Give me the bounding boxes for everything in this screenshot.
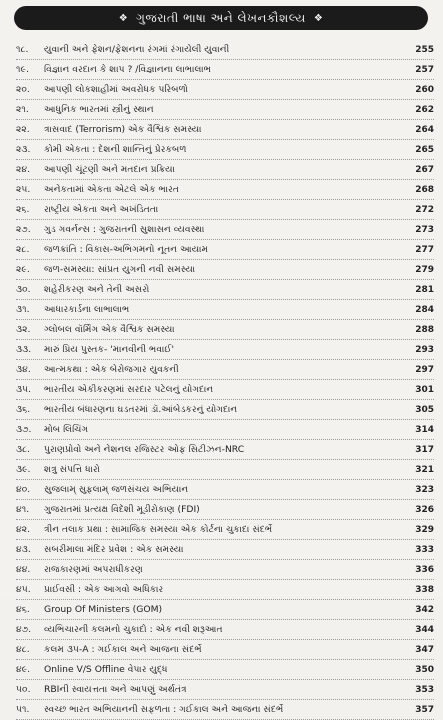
chapter-title: જળ-સમસ્યા: સાંપ્રત યુગની નવી સમસ્યા — [44, 264, 196, 275]
toc-row — [16, 460, 434, 480]
chapter-title: પુરાણપ્રોવો અને નેશનલ રજિસ્ટર ઓફ સિટીઝન-NRC — [44, 444, 245, 455]
page-number: 347 — [415, 644, 434, 655]
page-number: 279 — [415, 264, 434, 275]
page-number: 301 — [415, 384, 434, 395]
chapter-number: ૧૮. — [16, 44, 29, 55]
toc-row — [16, 120, 434, 140]
chapter-number: ૨૪. — [16, 164, 31, 175]
chapter-title: વ્યભિચારની કલમનો ચુકાદો : એક નવી શરૂઆત — [44, 624, 223, 635]
toc-row — [16, 40, 434, 60]
chapter-number: ૪૮. — [16, 644, 30, 655]
chapter-number: ૨૦. — [16, 84, 30, 95]
toc-row — [16, 360, 434, 380]
toc-row — [16, 660, 434, 680]
ornament-right-icon: ❖ — [313, 12, 324, 24]
toc-row — [16, 700, 434, 720]
chapter-number: ૨૯. — [16, 264, 30, 275]
toc-row — [16, 440, 434, 460]
chapter-title: ગુજરાતમાં પ્રત્યક્ષ વિદેશી મૂડીરોકાણ (FDI) — [44, 504, 200, 515]
chapter-number: ૩૨. — [16, 324, 31, 335]
page-number: 353 — [415, 684, 434, 695]
book-title: ગુજરાતી ભાષા અને લેખનકૌશલ્ય — [136, 10, 306, 25]
toc-row — [16, 540, 434, 560]
page-number: 284 — [415, 304, 434, 315]
toc-row — [16, 600, 434, 620]
page-number: 323 — [415, 484, 434, 495]
chapter-number: ૩૬. — [16, 404, 31, 415]
page-number: 267 — [415, 164, 434, 175]
page-header — [14, 6, 428, 30]
toc-row — [16, 680, 434, 700]
page-number: 264 — [415, 124, 434, 135]
page-number: 273 — [415, 224, 434, 235]
chapter-title: અનેકતામાં એકતા એટલે એક ભારત — [44, 184, 179, 195]
chapter-title: જળક્રાંતિ : વિકાસ-અભિગમનો નૂતન આયામ — [44, 244, 209, 255]
chapter-title: ત્રાસવાદ (Terrorism) એક વૈશ્વિક સમસ્યા — [44, 124, 202, 135]
page-number: 317 — [415, 444, 434, 455]
chapter-title: ભારતીય બંધારણના ઘડતરમાં ડૉ.આંબેડકરનું યોગદાન — [44, 404, 238, 415]
page-number: 342 — [415, 604, 434, 615]
toc-row — [16, 480, 434, 500]
chapter-title: સુજલામ્ સુફલામ્ જળસંચય અભિયાન — [44, 484, 189, 495]
page-number: 338 — [415, 584, 434, 595]
page-number: 350 — [415, 664, 434, 675]
page-number: 257 — [415, 64, 434, 75]
chapter-number: ૨૭. — [16, 224, 31, 235]
page-number: 321 — [415, 464, 434, 475]
chapter-title: વિજ્ઞાન વરદાન કે શાપ ? /વિજ્ઞાનના લાભાલાભ — [44, 64, 212, 75]
chapter-title: સ્વચ્છ ભારત અભિયાનની સફળતા : ગઈકાલ અને આજના સંદર્ભે — [44, 704, 284, 715]
toc-row — [16, 340, 434, 360]
chapter-number: ૪૪. — [16, 564, 31, 575]
toc-row — [16, 400, 434, 420]
page-number: 268 — [415, 184, 434, 195]
chapter-number: ૫૦. — [16, 684, 31, 695]
page-number: 281 — [415, 284, 434, 295]
chapter-number: ૨૨. — [16, 124, 30, 135]
chapter-title: ભારતીય એકીકરણમાં સરદાર પટેલનું યોગદાન — [44, 384, 214, 395]
chapter-number: ૪૧. — [16, 504, 30, 515]
toc-row — [16, 240, 434, 260]
toc-row — [16, 640, 434, 660]
chapter-title: પ્રાઈવસી : એક આગવો અધિકાર — [44, 584, 164, 595]
toc-row — [16, 620, 434, 640]
toc-row — [16, 160, 434, 180]
chapter-number: ૫૧. — [16, 704, 30, 715]
chapter-number: ૩૩. — [16, 344, 32, 355]
chapter-number: ૨૧. — [16, 104, 29, 115]
chapter-number: ૩૭. — [16, 424, 32, 435]
toc-row — [16, 500, 434, 520]
chapter-title: યુવાની અને ફેશન/ફેશનના રંગમાં રંગાયેલી યુવાની — [44, 44, 230, 55]
page-number: 314 — [415, 424, 434, 435]
page-number: 297 — [415, 364, 434, 375]
toc-row — [16, 260, 434, 280]
chapter-number: ૧૯. — [16, 64, 29, 75]
page-number: 305 — [415, 404, 434, 415]
chapter-number: ૩૮. — [16, 444, 31, 455]
ornament-left-icon: ❖ — [118, 12, 129, 24]
chapter-title: મારું પ્રિય પુસ્તક- 'માનવીની ભવાઈ' — [44, 344, 174, 355]
toc-row — [16, 280, 434, 300]
toc-row — [16, 140, 434, 160]
chapter-title: આધુનિક ભારતમાં સ્ત્રીનું સ્થાન — [44, 104, 154, 115]
page-number: 277 — [415, 244, 434, 255]
toc-row — [16, 80, 434, 100]
toc-row — [16, 580, 434, 600]
chapter-title: ગુડ ગવર્નન્સ : ગુજરાતની સુશાસન વ્યવસ્થા — [44, 224, 205, 235]
page-number: 288 — [415, 324, 434, 335]
toc-row — [16, 200, 434, 220]
chapter-number: ૨૬. — [16, 204, 30, 215]
chapter-title: મોબ લિંચિંગ — [44, 424, 89, 435]
chapter-title: RBIની સ્વાયત્તતા અને આપણું અર્થતંત્ર — [44, 684, 187, 695]
toc-row — [16, 520, 434, 540]
page-number: 333 — [415, 544, 434, 555]
chapter-number: ૨૫. — [16, 184, 31, 195]
toc-row — [16, 300, 434, 320]
chapter-title: આધારકાર્ડના લાભાલાભ — [44, 304, 130, 315]
page-number: 326 — [415, 504, 434, 515]
page-number: 329 — [415, 524, 434, 535]
page-number: 262 — [415, 104, 434, 115]
chapter-title: રાષ્ટ્રીય એકતા અને અખંડિતતા — [44, 204, 159, 215]
toc-row — [16, 560, 434, 580]
chapter-number: ૩૧. — [16, 304, 30, 315]
chapter-number: ૪૨. — [16, 524, 31, 535]
page-number: 293 — [415, 344, 434, 355]
toc-row — [16, 60, 434, 80]
toc-row — [16, 100, 434, 120]
chapter-number: ૨૩. — [16, 144, 31, 155]
chapter-number: ૩૦. — [16, 284, 31, 295]
chapter-title: કોમી એકતા : દેશની શાન્તિનું પ્રેરકબળ — [44, 144, 187, 155]
chapter-title: સબરીમાલા મંદિર પ્રવેશ : એક સમસ્યા — [44, 544, 184, 555]
chapter-title: આપણી લોકશાહીમાં અવરોધક પરિબળો — [44, 84, 189, 95]
page-number: 357 — [415, 704, 434, 715]
table-of-contents — [16, 40, 434, 720]
chapter-title: શહેરીકરણ અને તેની અસરો — [44, 284, 150, 295]
page-number: 336 — [415, 564, 434, 575]
chapter-number: ૨૮. — [16, 244, 30, 255]
chapter-title: ગ્લોબલ વૉર્મિંગ એક વૈશ્વિક સમસ્યા — [44, 324, 175, 335]
toc-row — [16, 180, 434, 200]
chapter-title: આપણી ચૂંટણી અને મતદાન પ્રક્રિયા — [44, 164, 175, 175]
toc-row — [16, 420, 434, 440]
toc-row — [16, 380, 434, 400]
chapter-number: ૪૩. — [16, 544, 31, 555]
chapter-number: ૩૪. — [16, 364, 31, 375]
toc-row — [16, 220, 434, 240]
chapter-title: Online V/S Offline વેપાર યુદ્ધ — [44, 664, 168, 675]
chapter-title: શત્રુ સંપત્તિ ધારો — [44, 464, 100, 475]
chapter-title: કલમ ૩૫-A : ગઈકાલ અને આજના સંદર્ભે — [44, 644, 202, 655]
chapter-title: રાજકારણમાં અપરાધીકરણ — [44, 564, 143, 575]
chapter-number: ૪૦. — [16, 484, 31, 495]
chapter-number: ૪૭. — [16, 624, 32, 635]
page-number: 272 — [415, 204, 434, 215]
chapter-title: આત્મકથા : એક બેરોજગાર યુવકની — [44, 364, 179, 375]
chapter-number: ૩૯. — [16, 464, 31, 475]
page-number: 265 — [415, 144, 434, 155]
chapter-title: ત્રીન તલાક પ્રથા : સામાજિક સમસ્યા એક કોર્ટના ચુકાદા સંદર્ભે — [44, 524, 273, 535]
page-number: 255 — [415, 44, 434, 55]
page-number: 260 — [415, 84, 434, 95]
page-number: 344 — [415, 624, 434, 635]
chapter-title: Group Of Ministers (GOM) — [44, 604, 163, 615]
chapter-number: ૪૯. — [16, 664, 31, 675]
chapter-number: ૩૫. — [16, 384, 32, 395]
chapter-number: ૪૬. — [16, 604, 30, 615]
toc-row — [16, 320, 434, 340]
chapter-number: ૪૫. — [16, 584, 31, 595]
